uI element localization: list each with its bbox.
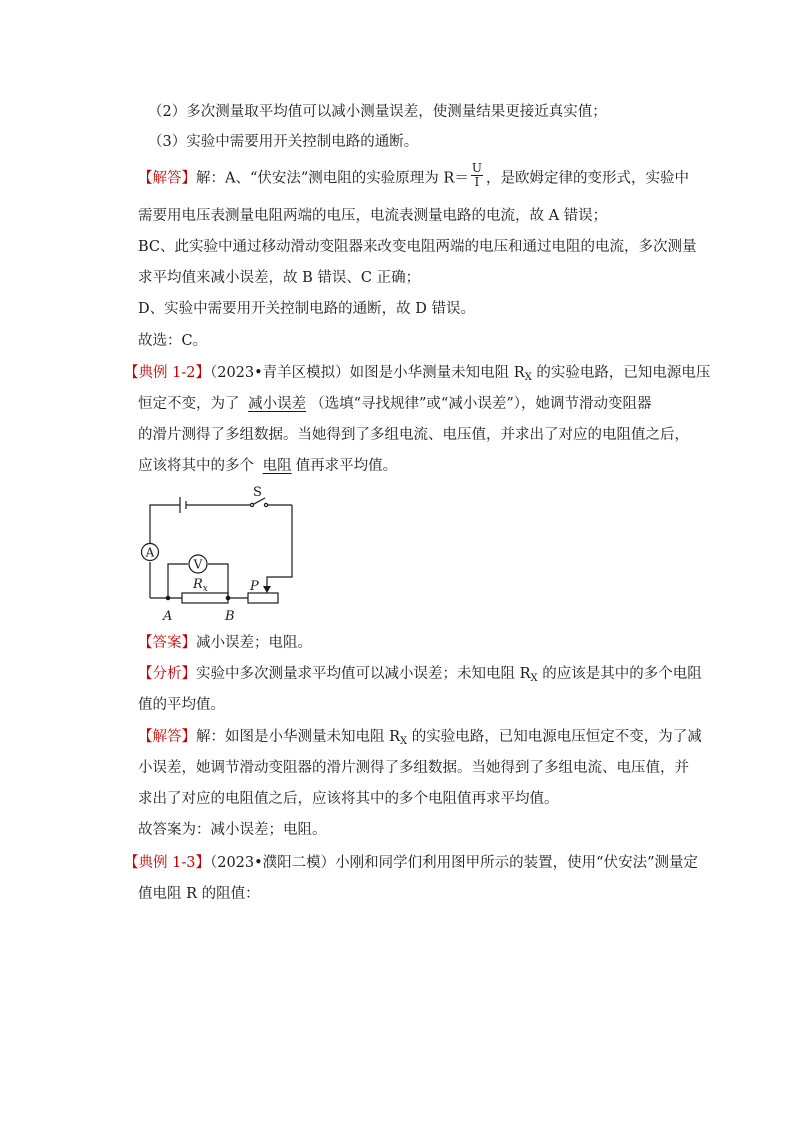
text-line: （3）实验中需要用开关控制电路的通断。 — [148, 134, 419, 150]
text-span: 减小误差；电阻。 — [196, 635, 312, 651]
slider-arrow — [263, 586, 271, 593]
text-line: BC、此实验中通过移动滑动变阻器来改变电阻两端的电压和通过电阻的电流，多次测量 — [138, 239, 697, 255]
question-line — [124, 363, 710, 388]
text-line: 需要用电压表测量电阻两端的电压，电流表测量电路的电流，故 A 错误； — [138, 208, 608, 224]
answer-blank: 减小误差 — [248, 396, 307, 412]
text-span: 应该将其中的多个 — [138, 458, 259, 474]
text-span: 实验中多次测量求平均值可以减小误差；未知电阻 R — [196, 666, 531, 682]
switch-contact — [250, 503, 253, 506]
answer-line: 故答案为：减小误差；电阻。 — [138, 822, 327, 838]
text-line: 求平均值来减小误差，故 B 错误、C 正确； — [138, 270, 421, 286]
junction-dot — [166, 596, 171, 601]
voltmeter — [189, 555, 207, 573]
answer-paragraph — [138, 633, 312, 653]
jieda-paragraph — [138, 727, 702, 752]
text-span: 的实验电路，已知电源电压 — [531, 365, 711, 381]
ammeter — [142, 544, 159, 561]
text-line: （2）多次测量取平均值可以减小测量误差，使测量结果更接近真实值； — [148, 104, 607, 120]
jieda-tag: 【解答】 — [138, 170, 196, 187]
question-line — [138, 394, 652, 414]
text-span: 的实验电路，已知电源电压恒定不变，为了减 — [407, 729, 702, 745]
answer-line: 故选：C。 — [138, 333, 208, 349]
circuit-diagram — [130, 482, 310, 627]
example-tag: 【典例 1-2】 — [124, 365, 210, 381]
answer-blank: 电阻 — [262, 458, 292, 474]
text-span: 值再求平均值。 — [295, 458, 398, 474]
example-tag: 【典例 1-3】 — [124, 855, 210, 871]
question-line — [124, 853, 698, 873]
fraction — [471, 162, 483, 189]
text-span: （2023•濮阳二模）小刚和同学们利用图甲所示的装置，使用“伏安法”测量定 — [209, 855, 698, 871]
text-span: 解：A、“伏安法”测电阻的实验原理为 R＝ — [196, 170, 469, 187]
text-line: 小误差，她调节滑动变阻器的滑片测得了多组数据。当她得到了多组电流、电压值，并 — [138, 760, 689, 776]
switch-contact — [264, 503, 267, 506]
slider-label: P — [250, 579, 259, 594]
fraction-numerator: U — [471, 161, 482, 175]
subscript: X — [400, 736, 408, 747]
text-span: 恒定不变，为了 — [138, 396, 245, 412]
ammeter-label: A — [145, 545, 155, 560]
subscript: X — [530, 673, 538, 684]
voltmeter-label: V — [193, 557, 203, 572]
question-line: 值电阻 R 的阻值： — [138, 886, 260, 902]
junction-dot — [226, 596, 231, 601]
text-span: 解：如图是小华测量未知电阻 R — [196, 729, 401, 745]
rheostat — [248, 593, 278, 603]
jieda-paragraph — [138, 161, 689, 189]
analysis-tag: 【分析】 — [138, 666, 196, 682]
text-span: ，是欧姆定律的变形式，实验中 — [485, 170, 689, 187]
answer-tag: 【答案】 — [138, 635, 196, 651]
jieda-tag: 【解答】 — [138, 729, 196, 745]
node-b-label: B — [225, 609, 235, 624]
subscript: X — [524, 372, 532, 383]
fraction-denominator: I — [474, 175, 480, 189]
resistor-label: $R_x$ — [193, 577, 208, 594]
switch-label: S — [253, 485, 262, 500]
text-span: 的应该是其中的多个电阻 — [537, 666, 702, 682]
text-span: （2023•青羊区模拟）如图是小华测量未知电阻 R — [209, 365, 525, 381]
text-line: 值的平均值。 — [138, 697, 225, 713]
text-line: D、实验中需要用开关控制电路的通断，故 D 错误。 — [138, 301, 475, 317]
wire — [267, 505, 292, 588]
question-line: 的滑片测得了多组数据。当她得到了多组电流、电压值，并求出了对应的电阻值之后， — [138, 427, 689, 443]
text-line: 求出了对应的电阻值之后，应该将其中的多个电阻值再求平均值。 — [138, 791, 559, 807]
text-span: （选填“寻找规律”或“减小误差”），她调节滑动变阻器 — [310, 396, 652, 412]
resistor-rx — [182, 593, 228, 603]
question-line — [138, 456, 397, 476]
node-a-label: A — [163, 609, 173, 624]
analysis-paragraph — [138, 664, 702, 689]
